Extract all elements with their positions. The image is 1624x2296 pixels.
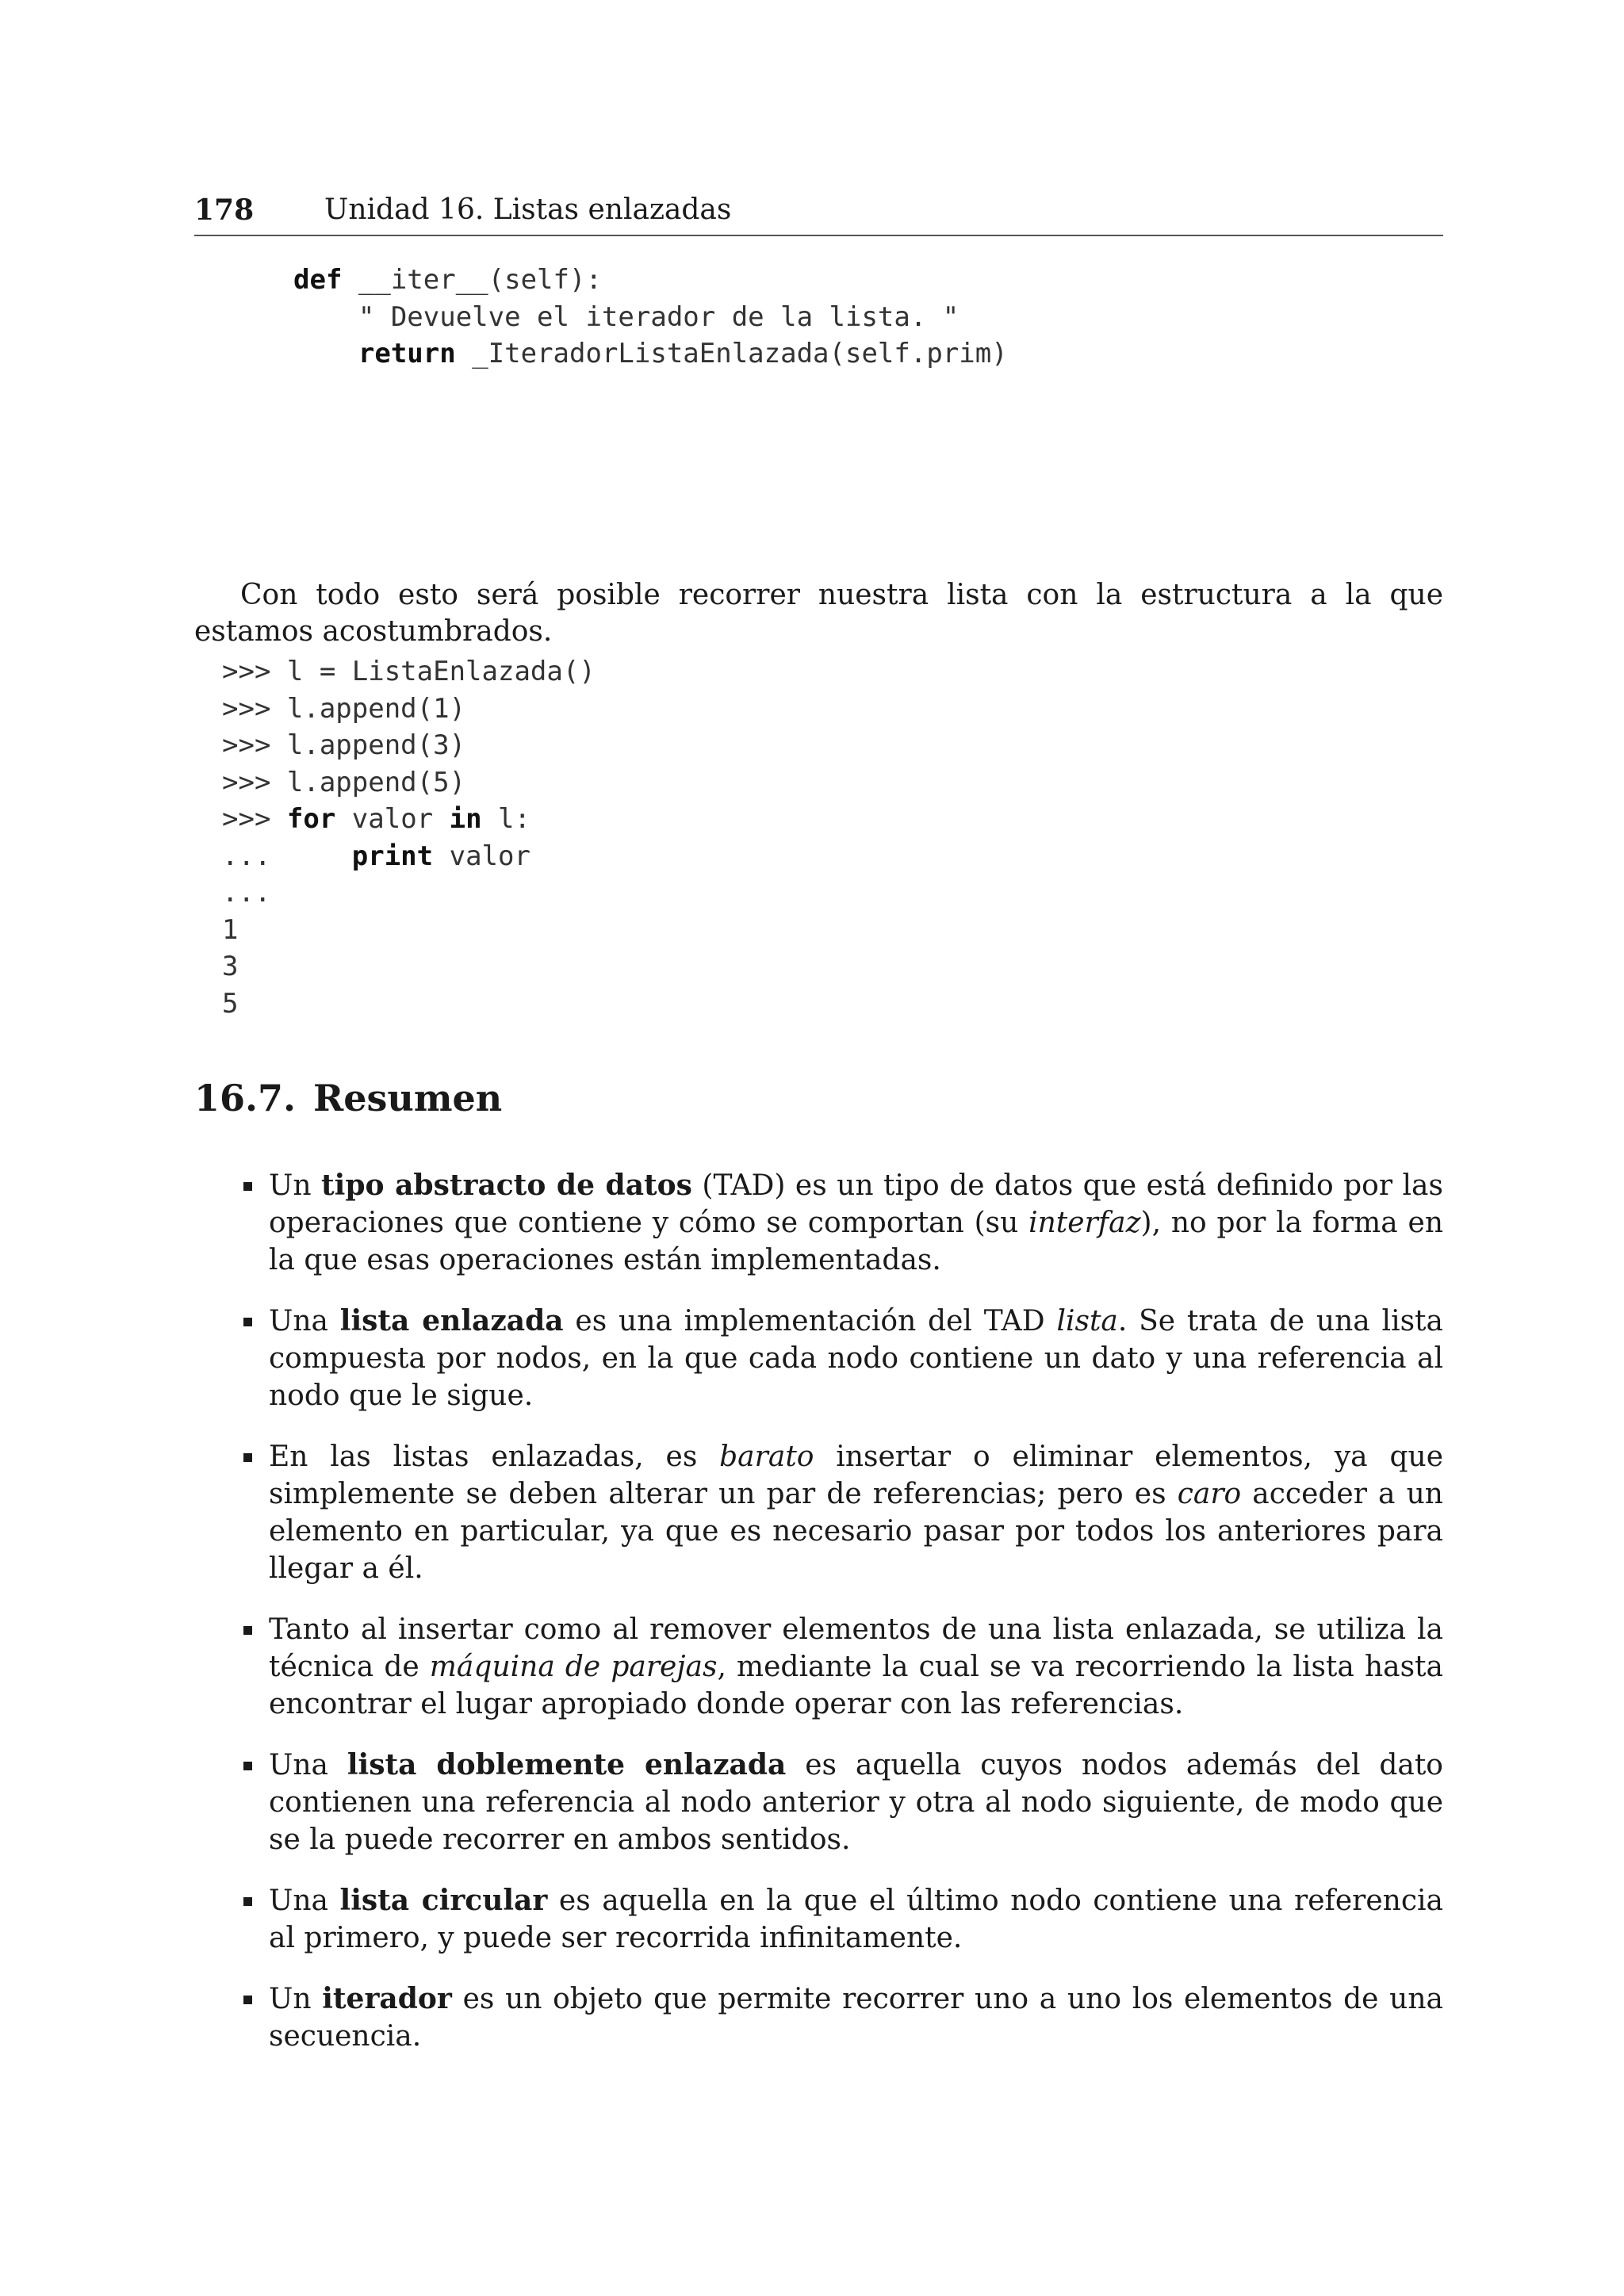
summary-item: [194, 1980, 1443, 2055]
code-text: _IteradorListaEnlazada(self.prim): [455, 338, 1008, 369]
text-run: , mediante la cual se va recorriendo la lista hasta encontrar el lugar apropiado donde operar con las referencias.: [269, 1651, 1443, 1720]
bullet-square-icon: [243, 1453, 252, 1462]
code-line: [222, 764, 596, 802]
summary-item: [194, 1882, 1443, 1957]
code-keyword: return: [358, 338, 456, 369]
code-line: [222, 985, 596, 1023]
bullet-square-icon: [243, 1182, 252, 1191]
text-run: (TAD) es un tipo de datos que está definido por las operaciones que contiene y cómo se comportan (su: [269, 1169, 1443, 1239]
italic-term: máquina de parejas: [429, 1651, 718, 1683]
summary-item: [194, 1167, 1443, 1279]
body-paragraph: Con todo esto será posible recorrer nuestra lista con la estructura a la que estamos acostumbrados.: [194, 579, 1443, 648]
summary-item: [194, 1303, 1443, 1414]
text-run: Un: [269, 1169, 322, 1202]
code-text: valor: [433, 840, 530, 872]
code-line: [293, 335, 1008, 373]
text-run: Un: [269, 1983, 323, 2015]
text-run: acceder a un elemento en particular, ya que es necesario pasar por todos los anteriores para llegar a él.: [269, 1478, 1443, 1585]
bullet-square-icon: [243, 1762, 252, 1770]
bullet-square-icon: [243, 1897, 252, 1906]
text-run: En las listas enlazadas, es: [269, 1441, 720, 1473]
text-run: Una: [269, 1749, 347, 1781]
page-number: 178: [194, 193, 255, 227]
code-line: [293, 262, 1008, 299]
code-keyword: print: [351, 840, 434, 872]
code-line: [222, 838, 596, 875]
code-text: >>> l = ListaEnlazada(): [222, 656, 596, 687]
text-run: insertar o eliminar elementos, ya que simplemente se deben alterar un par de referencias; pero es: [269, 1441, 1443, 1510]
text-run: . Se trata de una lista compuesta por nodos, en la que cada nodo contiene un dato y una referencia al nodo que le sigue.: [269, 1305, 1443, 1412]
bold-term: lista enlazada: [339, 1304, 564, 1337]
code-line: [222, 727, 596, 764]
text-run: es un objeto que permite recorrer uno a uno los elementos de una secuencia.: [269, 1983, 1443, 2053]
bold-term: iterador: [322, 1982, 452, 2015]
text-run: es una implementación del TAD: [563, 1305, 1057, 1337]
chapter-title: Unidad 16. Listas enlazadas: [324, 193, 732, 226]
code-line: [293, 299, 1008, 336]
section-heading: [194, 1077, 502, 1119]
page: [194, 190, 1444, 2053]
text-run: Una: [269, 1305, 340, 1337]
code-line: [222, 653, 596, 691]
code-keyword: for: [286, 803, 336, 835]
code-text: >>> l.append(3): [222, 729, 466, 761]
bullet-square-icon: [243, 1318, 252, 1326]
code-text: valor: [335, 803, 450, 835]
text-run: ), no por la forma en la que esas operaciones están implementadas.: [269, 1207, 1444, 1276]
text-run: Tanto al insertar como al remover elementos de una lista enlazada, se utiliza la técnica de: [269, 1613, 1443, 1683]
code-text: ...: [222, 877, 271, 909]
code-keyword: def: [293, 264, 343, 296]
code-text: 5: [222, 987, 239, 1020]
code-text: 3: [222, 951, 239, 982]
text-run: Una: [269, 1885, 340, 1917]
summary-list: [194, 1167, 1443, 2079]
code-line: [222, 912, 596, 949]
italic-term: interfaz: [1028, 1207, 1141, 1239]
code-line: [222, 801, 596, 838]
code-block-session: [222, 653, 596, 1022]
section-title: Resumen: [313, 1077, 503, 1119]
code-text: " Devuelve el iterador de la lista. ": [358, 300, 959, 333]
code-line: [222, 948, 596, 985]
summary-item: [194, 1438, 1443, 1587]
bullet-square-icon: [243, 1996, 252, 2004]
italic-term: caro: [1177, 1478, 1242, 1510]
code-keyword: in: [449, 803, 482, 835]
code-text: ...: [222, 840, 352, 872]
code-text: 1: [222, 913, 239, 946]
code-text: l:: [481, 803, 530, 835]
bold-term: tipo abstracto de datos: [321, 1169, 692, 1202]
code-block-iter: [293, 262, 1008, 373]
italic-term: barato: [719, 1441, 814, 1473]
code-line: [222, 874, 596, 912]
italic-term: lista: [1056, 1305, 1118, 1337]
code-text: >>>: [222, 803, 287, 835]
code-text: __iter__(self):: [342, 264, 602, 296]
code-text: >>> l.append(1): [222, 692, 466, 725]
summary-item: [194, 1747, 1443, 1858]
bullet-square-icon: [243, 1626, 252, 1635]
summary-item: [194, 1611, 1443, 1723]
code-text: >>> l.append(5): [222, 766, 466, 798]
text-run: es aquella en la que el último nodo contiene una referencia al primero, y puede ser recorrida infinitamente.: [269, 1885, 1443, 1954]
bold-term: lista doblemente enlazada: [347, 1748, 787, 1781]
section-number: 16.7.: [194, 1077, 297, 1119]
code-line: [222, 691, 596, 728]
running-header: [194, 190, 1443, 236]
text-run: es aquella cuyos nodos además del dato contienen una referencia al nodo anterior y otra al nodo siguiente, de modo que se la puede recorrer en ambos sentidos.: [269, 1749, 1443, 1856]
bold-term: lista circular: [339, 1884, 548, 1917]
